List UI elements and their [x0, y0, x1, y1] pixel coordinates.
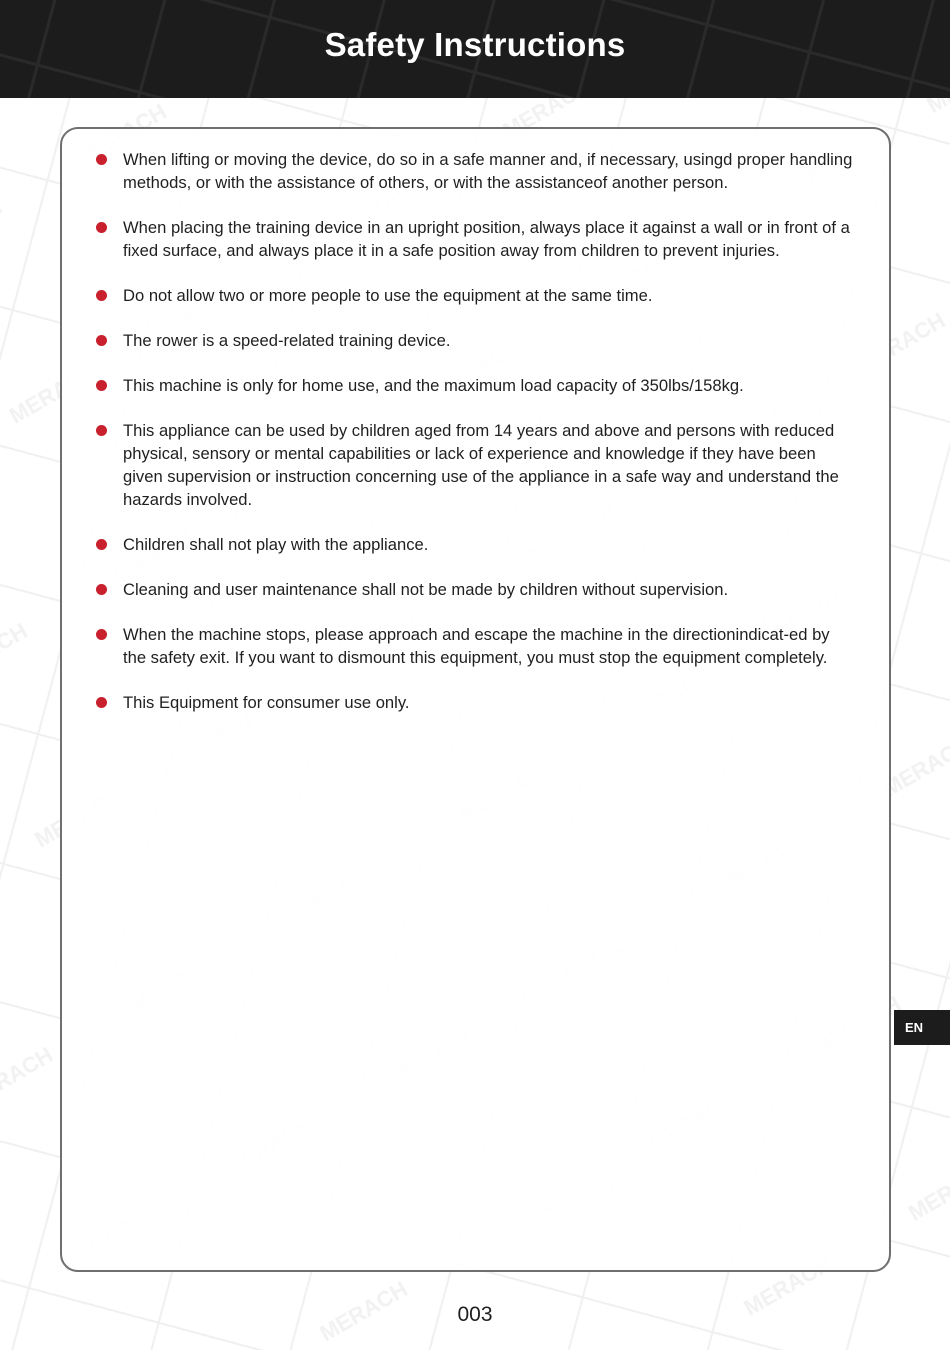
- safety-item-text: When placing the training device in an upright position, always place it against a wall or in front of a fixed surface, and always place it in a safe position away from children to prevent injuries.: [123, 218, 850, 260]
- list-item: [96, 284, 856, 307]
- bullet-dot-icon: [96, 425, 107, 436]
- list-item: [96, 419, 856, 511]
- list-item: [96, 623, 856, 669]
- safety-item-text: Do not allow two or more people to use the equipment at the same time.: [123, 286, 653, 305]
- bullet-dot-icon: [96, 539, 107, 550]
- safety-item-text: This Equipment for consumer use only.: [123, 693, 410, 712]
- safety-item-text: This appliance can be used by children aged from 14 years and above and persons with reduced physical, sensory or mental capabilities or lack of experience and knowledge if they have been given supervision or instruction concerning use of the appliance in a safe way and understand the hazards involved.: [123, 421, 839, 509]
- page-number: 003: [457, 1303, 493, 1326]
- bullet-dot-icon: [96, 380, 107, 391]
- list-item: [96, 691, 856, 714]
- list-item: [96, 329, 856, 352]
- bullet-dot-icon: [96, 335, 107, 346]
- bullet-dot-icon: [96, 222, 107, 233]
- bullet-dot-icon: [96, 584, 107, 595]
- list-item: [96, 374, 856, 397]
- bullet-dot-icon: [96, 290, 107, 301]
- safety-item-text: This machine is only for home use, and the maximum load capacity of 350lbs/158kg.: [123, 376, 744, 395]
- safety-item-text: The rower is a speed-related training device.: [123, 331, 451, 350]
- list-item: [96, 216, 856, 262]
- list-item: [96, 578, 856, 601]
- safety-item-text: Cleaning and user maintenance shall not be made by children without supervision.: [123, 580, 729, 599]
- list-item: [96, 148, 856, 194]
- language-tab-en[interactable]: EN: [894, 1010, 950, 1045]
- safety-item-text: When lifting or moving the device, do so in a safe manner and, if necessary, usingd proper handling methods, or with the assistance of others, or with the assistanceof another person.: [123, 150, 853, 192]
- list-item: [96, 533, 856, 556]
- safety-item-text: When the machine stops, please approach and escape the machine in the directionindicat-ed by the safety exit. If you want to dismount this equipment, you must stop the equipment completely.: [123, 625, 830, 667]
- safety-instructions-list: [96, 148, 856, 736]
- page-title: Safety Instructions: [324, 26, 626, 63]
- bullet-dot-icon: [96, 154, 107, 165]
- safety-item-text: Children shall not play with the appliance.: [123, 535, 429, 554]
- page-header: [0, 0, 950, 98]
- bullet-dot-icon: [96, 697, 107, 708]
- bullet-dot-icon: [96, 629, 107, 640]
